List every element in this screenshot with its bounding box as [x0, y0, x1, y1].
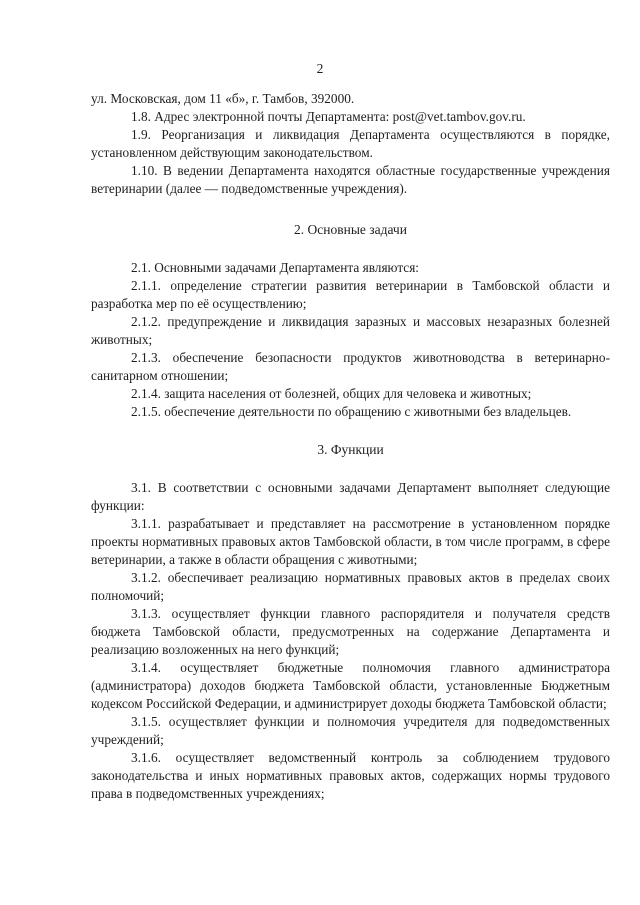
paragraph-2-1-5: 2.1.5. обеспечение деятельности по обращению с животными без владельцев. — [131, 404, 572, 419]
paragraph-3-1-3: 3.1.3. осуществляет функции главного распорядителя и получателя средств бюджета Тамбовской области, предусмотренных на содержание Департамента и реализацию возложенных на него функций; — [91, 606, 610, 657]
paragraph-3-1-4: 3.1.4. осуществляет бюджетные полномочия главного администратора (администратора) доходов бюджета Тамбовской области, установленные Бюджетным кодексом Российской Федерации, и администрирует доходы бюджета Тамбовской области; — [91, 660, 610, 711]
paragraph-1-10: 1.10. В ведении Департамента находятся областные государственные учреждения ветеринарии (далее — подведомственные учреждения). — [91, 163, 610, 196]
paragraph-3-1-5: 3.1.5. осуществляет функции и полномочия учредителя для подведомственных учреждений; — [91, 714, 610, 747]
paragraph-address-continuation: ул. Московская, дом 11 «б», г. Тамбов, 392000. — [91, 91, 355, 106]
paragraph-1-8: 1.8. Адрес электронной почты Департамента: post@vet.tambov.gov.ru. — [131, 109, 526, 124]
paragraph-2-1-4: 2.1.4. защита населения от болезней, общих для человека и животных; — [131, 386, 532, 401]
paragraph-2-1-3: 2.1.3. обеспечение безопасности продуктов животноводства в ветеринарно-санитарном отношении; — [91, 350, 610, 383]
section-heading-functions: 3. Функции — [317, 442, 384, 457]
paragraph-1-9: 1.9. Реорганизация и ликвидация Департамента осуществляются в порядке, установленном действующим законодательством. — [91, 127, 610, 160]
paragraph-3-1-2: 3.1.2. обеспечивает реализацию нормативных правовых актов в пределах своих полномочий; — [91, 570, 610, 603]
document-body — [91, 90, 610, 803]
paragraph-2-1-1: 2.1.1. определение стратегии развития ветеринарии в Тамбовской области и разработка мер по её осуществлению; — [91, 278, 610, 311]
paragraph-2-1: 2.1. Основными задачами Департамента являются: — [131, 260, 419, 275]
paragraph-3-1: 3.1. В соответствии с основными задачами Департамент выполняет следующие функции: — [91, 480, 610, 513]
paragraph-3-1-6: 3.1.6. осуществляет ведомственный контроль за соблюдением трудового законодательства и иных нормативных правовых актов, содержащих нормы трудового права в подведомственных учреждениях; — [91, 750, 610, 801]
section-heading-tasks: 2. Основные задачи — [294, 222, 407, 237]
paragraph-2-1-2: 2.1.2. предупреждение и ликвидация заразных и массовых незаразных болезней животных; — [91, 314, 610, 347]
paragraph-3-1-1: 3.1.1. разрабатывает и представляет на рассмотрение в установленном порядке проекты нормативных правовых актов Тамбовской области, в том числе программ, в сфере ветеринарии, а также в области обращения с животными; — [91, 516, 610, 567]
page-number: 2 — [316, 61, 324, 76]
